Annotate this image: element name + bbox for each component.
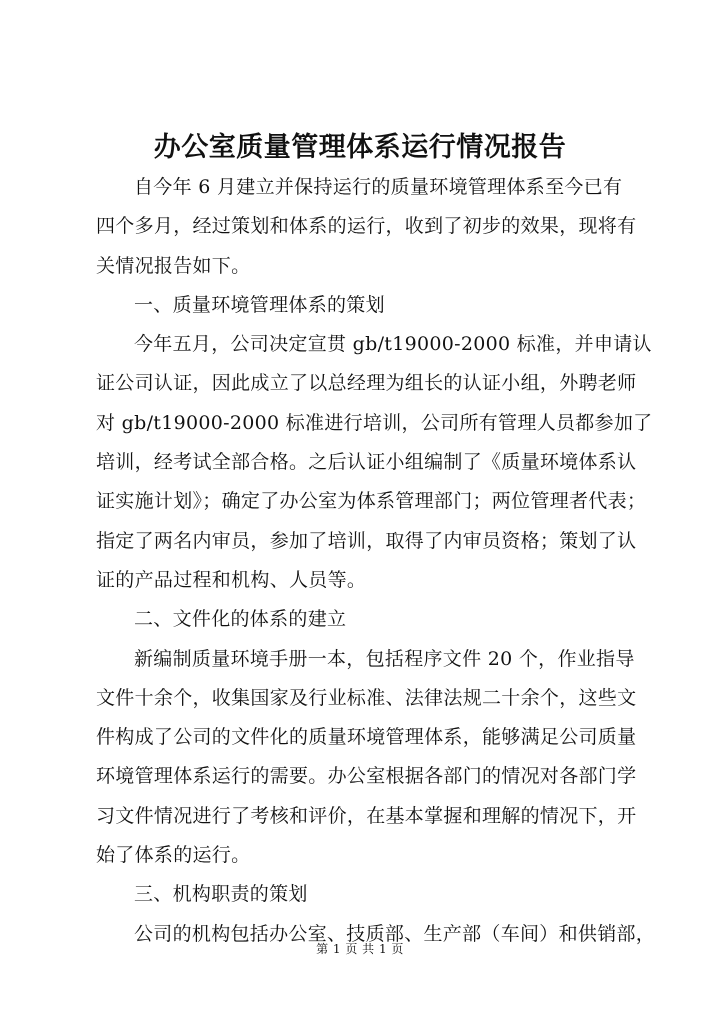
text-line: 习文件情况进行了考核和评价，在基本掌握和理解的情况下，开 (96, 804, 637, 827)
text-line: 二、文件化的体系的建立 (134, 608, 347, 631)
text-line: 指定了两名内审员，参加了培训，取得了内审员资格；策划了认 (96, 529, 637, 552)
text-line: 证的产品过程和机构、人员等。 (96, 568, 367, 591)
text-line: 件构成了公司的文件化的质量环境管理体系，能够满足公司质量 (96, 726, 637, 749)
text-line: 三、机构职责的策划 (134, 883, 308, 906)
text-line: 培训，经考试全部合格。之后认证小组编制了《质量环境体系认 (96, 451, 637, 474)
text-line: 新编制质量环境手册一本，包括程序文件 20 个，作业指导 (134, 647, 635, 670)
text-line: 四个多月，经过策划和体系的运行，收到了初步的效果，现将有 (96, 215, 637, 238)
document-title: 办公室质量管理体系运行情况报告 (153, 132, 567, 163)
text-line: 今年五月，公司决定宣贯 gb/t19000-2000 标准，并申请认 (134, 333, 652, 356)
text-line: 自今年 6 月建立并保持运行的质量环境管理体系至今已有 (134, 176, 623, 198)
text-line: 对 gb/t19000-2000 标准进行培训，公司所有管理人员都参加了 (96, 411, 653, 434)
text-line: 关情况报告如下。 (96, 254, 251, 277)
text-line: 文件十余个，收集国家及行业标准、法律法规二十余个，这些文 (96, 686, 637, 709)
document-body (96, 168, 656, 954)
page-footer: 第 1 页 共 1 页 (316, 942, 404, 956)
text-line: 证实施计划》；确定了办公室为体系管理部门；两位管理者代表； (96, 490, 647, 513)
text-line: 证公司认证，因此成立了以总经理为组长的认证小组，外聘老师 (96, 372, 637, 395)
text-line: 始了体系的运行。 (96, 844, 251, 867)
text-line: 一、质量环境管理体系的策划 (134, 293, 385, 316)
text-line: 公司的机构包括办公室、技质部、生产部（车间）和供销部， (134, 922, 656, 945)
text-line: 环境管理体系运行的需要。办公室根据各部门的情况对各部门学 (96, 765, 637, 788)
